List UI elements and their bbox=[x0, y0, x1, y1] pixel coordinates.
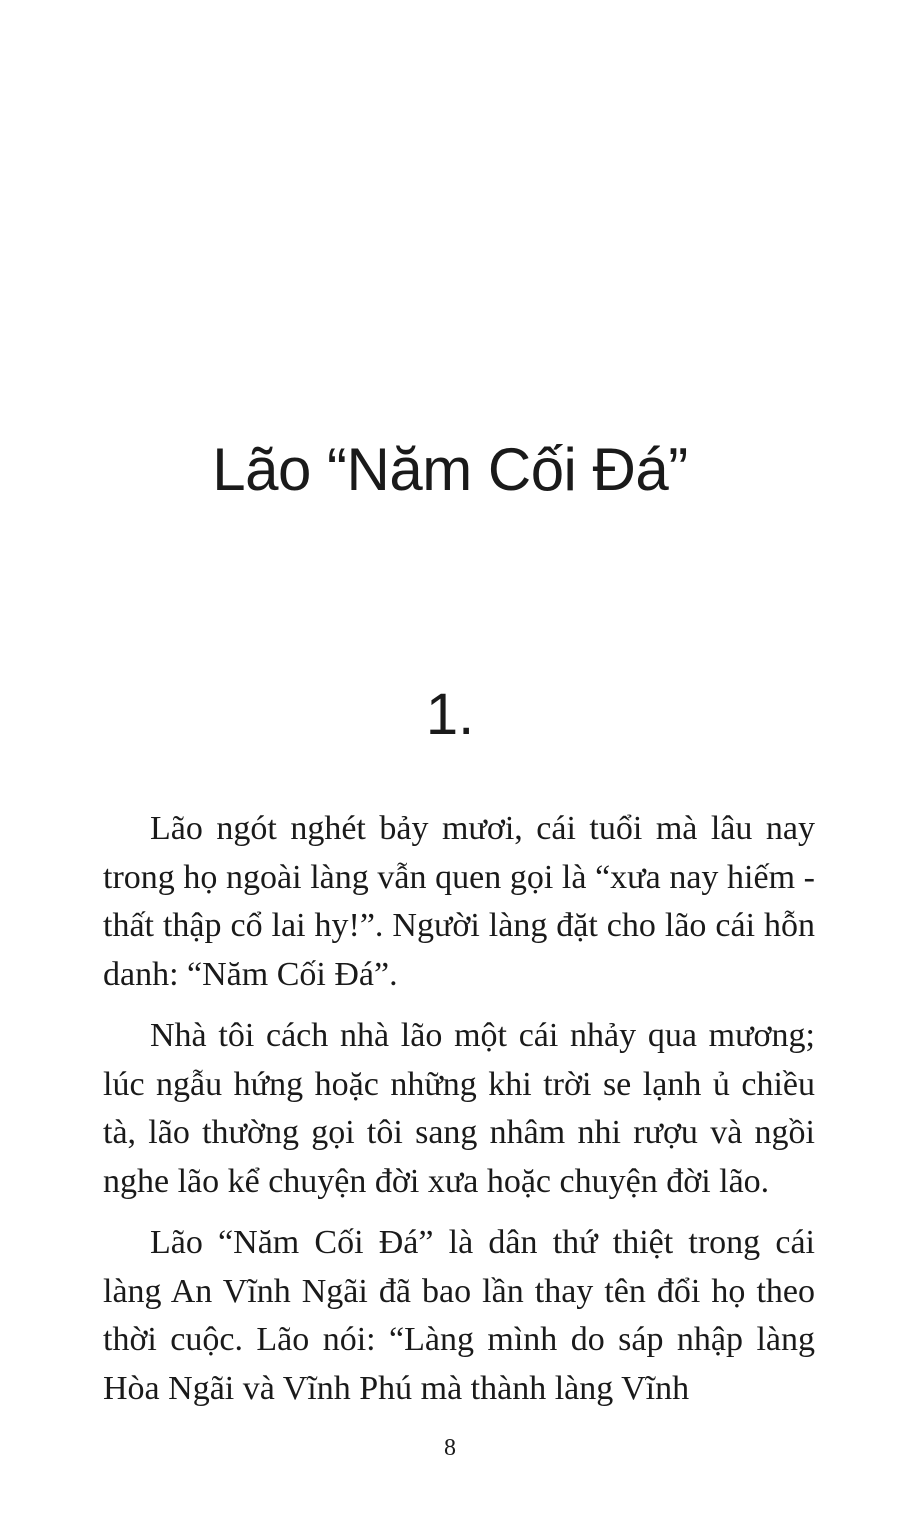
paragraph: Nhà tôi cách nhà lão một cái nhảy qua mương; lúc ngẫu hứng hoặc những khi trời se lạnh ủ chiều tà, lão thường gọi tôi sang nhâm nhi rượu và ngồi nghe lão kể chuyện đời xưa hoặc chuyện đời lão. bbox=[103, 1017, 815, 1200]
paragraph: Lão “Năm Cối Đá” là dân thứ thiệt trong cái làng An Vĩnh Ngãi đã bao lần thay tên đổi họ theo thời cuộc. Lão nói: “Làng mình do sáp nhập làng Hòa Ngãi và Vĩnh Phú mà thành làng Vĩnh bbox=[103, 1224, 815, 1407]
section-number: 1. bbox=[425, 682, 475, 747]
paragraph: Lão ngót nghét bảy mươi, cái tuổi mà lâu nay trong họ ngoài làng vẫn quen gọi là “xưa nay hiếm - thất thập cổ lai hy!”. Người làng đặt cho lão cái hỗn danh: “Năm Cối Đá”. bbox=[103, 810, 815, 993]
chapter-title: Lão “Năm Cối Đá” bbox=[212, 436, 688, 503]
page-number: 8 bbox=[444, 1435, 456, 1461]
body-text bbox=[103, 805, 815, 1426]
